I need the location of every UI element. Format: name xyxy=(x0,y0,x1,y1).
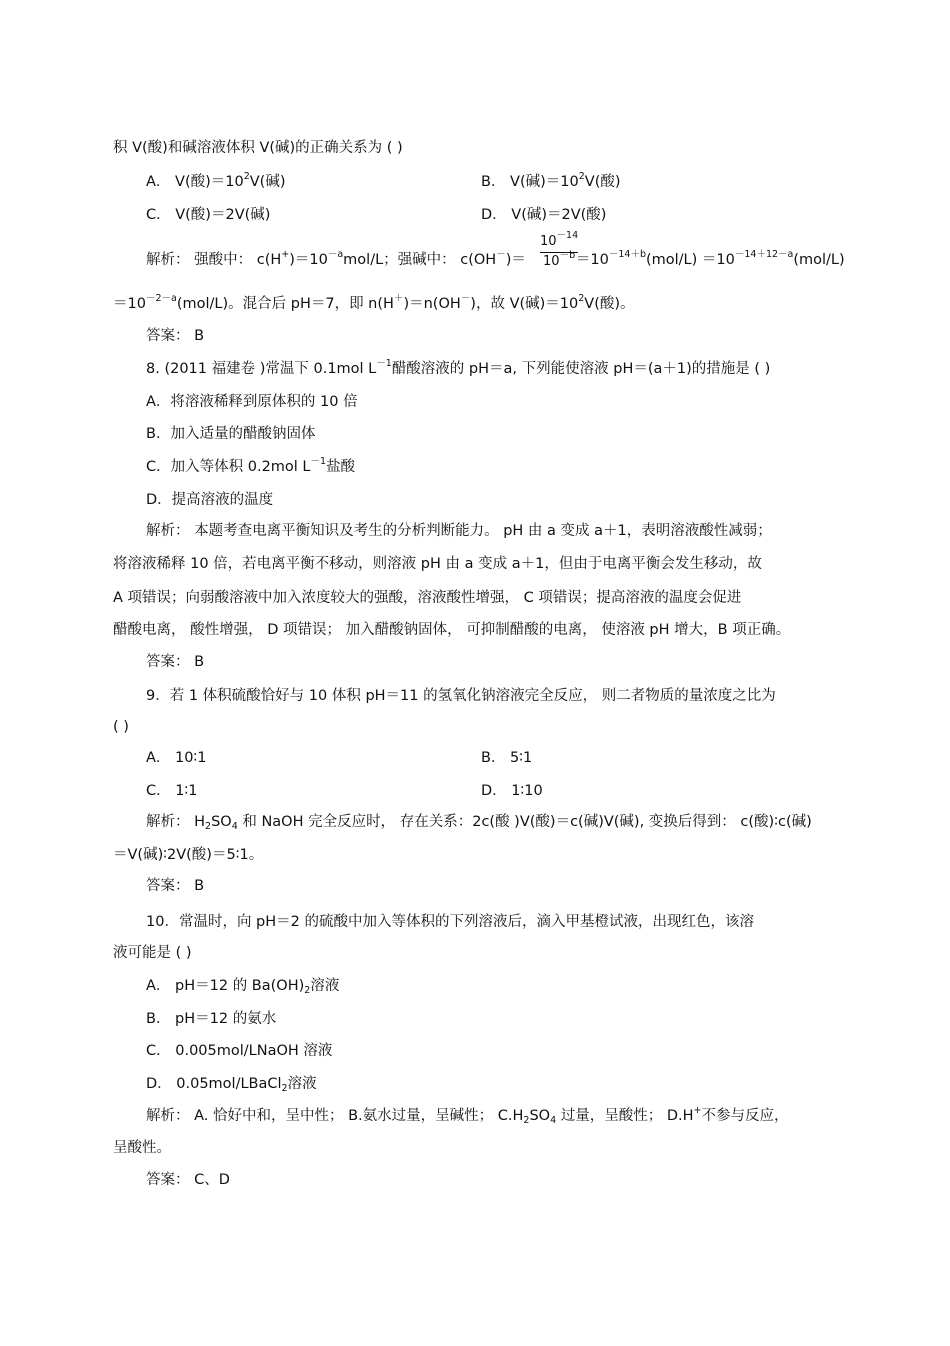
q7-answer: 答案： B xyxy=(146,328,205,344)
q9-explanation-line2: ＝V(碱)∶2V(酸)＝5∶1。 xyxy=(113,847,264,863)
q8-stem: 8. (2011 福建卷 )常温下 0.1mol $L^{-1}$醋酸溶液的 pH＝a, 下列能使溶液 pH＝(a＋1)的措施是 ( ) xyxy=(146,358,771,377)
q10-stem-line2: 液可能是 ( ) xyxy=(113,945,192,961)
q9-stem-line2: ( ) xyxy=(113,719,129,735)
q10-answer: 答案： C、D xyxy=(146,1172,230,1188)
q10-option-b: B． pH＝12 的氨水 xyxy=(146,1011,277,1027)
q7-option-d: D． V(碱)＝2V(酸) xyxy=(481,207,607,223)
q10-option-c: C． 0.005mol/LNaOH 溶液 xyxy=(146,1043,333,1059)
q7-fraction: $10^{-14}$ $10^{-b}$ xyxy=(540,230,579,269)
q7-explanation-line2: $=10^{-2-a}(mol/L)$。混合后 pH＝7，即 n(H＋)＝n(OH－)，故 V(碱)$=10^2V$(酸)。 xyxy=(113,293,635,312)
q9-answer: 答案： B xyxy=(146,878,205,894)
q7-option-b: B． V(碱)$=10^2V$(酸) xyxy=(481,171,621,190)
q8-option-a: A．将溶液稀释到原体积的 10 倍 xyxy=(146,394,358,410)
q9-explanation-line1: 解析： $H_2SO_4$ 和 NaOH 完全反应时， 存在关系：2c(酸 )V(酸)＝c(碱)V(碱), 变换后得到： c(酸)∶c(碱) xyxy=(146,814,812,832)
q8-explanation-line2: 将溶液稀释 10 倍，若电离平衡不移动，则溶液 pH 由 a 变成 a＋1，但由于电离平衡会发生移动，故 xyxy=(113,556,762,572)
q9-option-c: C． 1∶1 xyxy=(146,783,198,799)
q10-option-a: A． pH＝12 的 $Ba(OH)_2$溶液 xyxy=(146,978,340,996)
q9-stem-line1: 9．若 1 体积硫酸恰好与 10 体积 pH＝11 的氢氧化钠溶液完全反应， 则二者物质的量浓度之比为 xyxy=(146,688,776,704)
q7-option-c: C． V(酸)＝2V(碱) xyxy=(146,207,271,223)
q10-explanation-line1: 解析： A. 恰好中和，呈中性； B.氨水过量，呈碱性； $C.H_2SO_4$ 过量，呈酸性； D.H+不参与反应， xyxy=(146,1105,789,1126)
q8-answer: 答案： B xyxy=(146,654,205,670)
q8-explanation-line1: 解析： 本题考查电离平衡知识及考生的分析判断能力。 pH 由 a 变成 a＋1，表明溶液酸性减弱； xyxy=(146,523,772,539)
q7-explanation-line1: 解析： 强酸中： $c(H^+)=10^{-a}mol/L$；强碱中： $c(OH^-)= =10^{-14+b}(mol/L) =10^{-14+12-a}(mol/L)$ xyxy=(146,249,845,268)
q7-option-a: A． V(酸)$=10^2V$(碱) xyxy=(146,171,286,190)
q9-option-a: A． 10∶1 xyxy=(146,750,207,766)
q9-option-b: B． 5∶1 xyxy=(481,750,533,766)
q7-stem-continued: 积 V(酸)和碱溶液体积 V(碱)的正确关系为 ( ) xyxy=(113,140,403,156)
q8-explanation-line3: A 项错误；向弱酸溶液中加入浓度较大的强酸，溶液酸性增强， C 项错误；提高溶液的温度会促进 xyxy=(113,590,742,606)
q8-option-b: B．加入适量的醋酸钠固体 xyxy=(146,426,316,442)
q9-option-d: D． 1∶10 xyxy=(481,783,543,799)
q8-option-c: C．加入等体积 0.2mol $L^{-1}$盐酸 xyxy=(146,456,356,475)
q10-explanation-line2: 呈酸性。 xyxy=(113,1140,171,1156)
q8-option-d: D．提高溶液的温度 xyxy=(146,492,274,508)
q10-stem-line1: 10．常温时，向 pH＝2 的硫酸中加入等体积的下列溶液后，滴入甲基橙试液，出现红色，该溶 xyxy=(146,914,754,930)
q10-option-d: D． 0.05mol/LBaCl$_2$溶液 xyxy=(146,1076,317,1094)
q8-explanation-line4: 醋酸电离， 酸性增强， D 项错误； 加入醋酸钠固体， 可抑制醋酸的电离， 使溶液 pH 增大，B 项正确。 xyxy=(113,622,791,638)
